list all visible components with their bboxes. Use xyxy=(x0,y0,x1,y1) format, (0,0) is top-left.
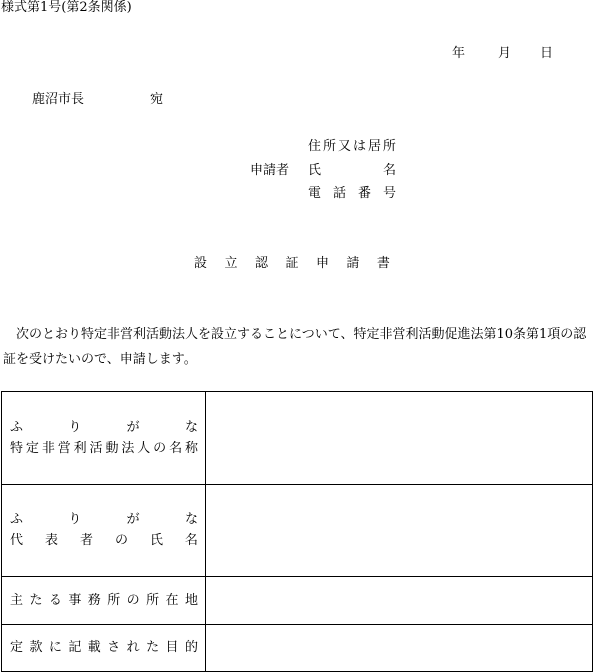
furigana-label: ふ り が な xyxy=(10,512,198,528)
date-year-label: 年 xyxy=(452,46,466,61)
row-value-field[interactable] xyxy=(206,484,593,577)
phone-label: 電 話 番 号 xyxy=(308,186,396,201)
name-label: 氏 名 xyxy=(308,163,396,178)
row-label: 主 た る 事 務 所 の 所 在 地 xyxy=(10,592,198,608)
table-row xyxy=(2,577,593,624)
date-month-label: 月 xyxy=(498,46,512,61)
date-day-label: 日 xyxy=(540,46,554,61)
row-label-cell xyxy=(2,624,206,671)
row-value-field[interactable] xyxy=(206,624,593,671)
row-label: 代 表 者 の 氏 名 xyxy=(10,533,198,549)
address-label: 住 所 又 は 居 所 xyxy=(308,139,396,154)
row-value-field[interactable] xyxy=(206,577,593,624)
applicant-label: 申請者 xyxy=(250,163,290,178)
row-label: 定 款 に 記 載 さ れ た 目 的 xyxy=(10,640,198,656)
table-row xyxy=(2,392,593,485)
table-row xyxy=(2,624,593,671)
form-number-label: 様式第1号(第2条関係) xyxy=(1,0,132,15)
document-title: 設 立 認 証 申 請 書 xyxy=(194,256,390,271)
table-row xyxy=(2,484,593,577)
body-paragraph: 次のとおり特定非営利活動法人を設立することについて、特定非営利活動促進法第10条第1項の認証を受けたいので、申請します。 xyxy=(3,327,587,367)
row-label: 特 定 非 営 利 活 動 法 人 の 名 称 xyxy=(10,440,198,456)
recipient-suffix: 宛 xyxy=(150,92,164,107)
furigana-label: ふ り が な xyxy=(10,419,198,435)
application-table xyxy=(1,391,593,672)
row-label-cell xyxy=(2,484,206,577)
row-label-cell xyxy=(2,577,206,624)
row-label-cell xyxy=(2,392,206,485)
recipient-name: 鹿沼市長 xyxy=(32,92,85,107)
row-value-field[interactable] xyxy=(206,392,593,485)
